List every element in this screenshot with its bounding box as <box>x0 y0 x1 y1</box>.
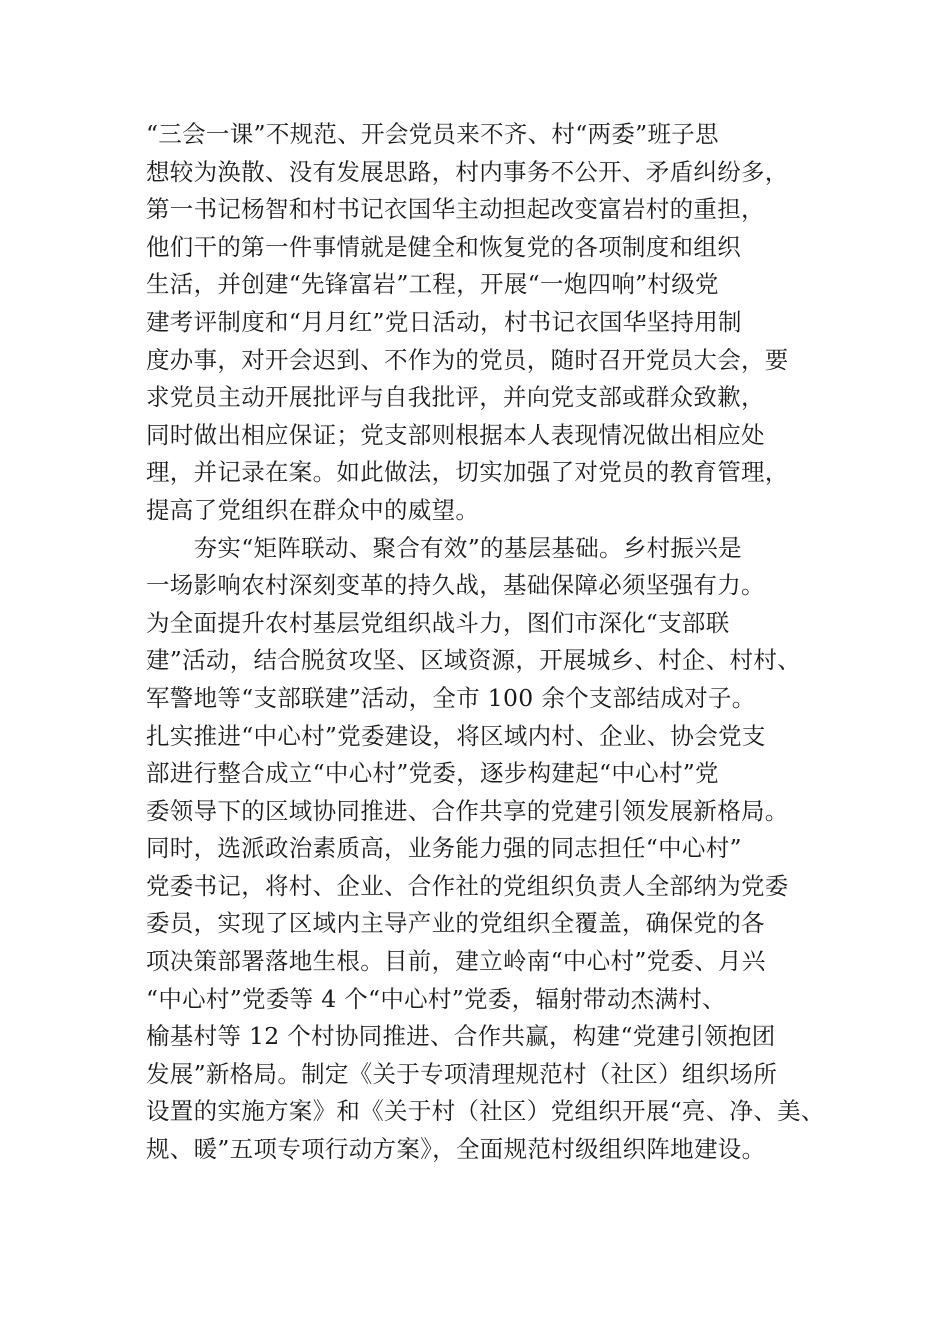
text-line: 想较为涣散、没有发展思路，村内事务不公开、矛盾纠纷多， <box>146 157 789 186</box>
text-line: 求党员主动开展批评与自我批评，并向党支部或群众致歉， <box>146 383 765 412</box>
text-line: 设置的实施方案》和《关于村（社区）党组织开展“亮、净、美、 <box>146 1097 825 1126</box>
text-line: 项决策部署落地生根。目前，建立岭南“中心村”党委、月兴 <box>146 947 766 976</box>
text-line: 发展”新格局。制定《关于专项清理规范村（社区）组织场所 <box>146 1059 778 1088</box>
text-line: 夯实“矩阵联动、聚合有效”的基层基础。乡村振兴是 <box>146 533 742 562</box>
text-line: “三会一课”不规范、开会党员来不齐、村“两委”班子思 <box>146 120 719 148</box>
text-line: 榆基村等 12 个村协同推进、合作共赢，构建“党建引领抱团 <box>146 1022 776 1051</box>
text-line: 扎实推进“中心村”党委建设，将区域内村、企业、协会党支 <box>146 721 766 750</box>
text-line: 提高了党组织在群众中的威望。 <box>146 495 480 524</box>
text-line: 规、暖”五项专项行动方案》，全面规范村级组织阵地建设。 <box>146 1135 766 1164</box>
text-line: 他们干的第一件事情就是健全和恢复党的各项制度和组织 <box>146 232 741 261</box>
text-line: 理，并记录在案。如此做法，切实加强了对党员的教育管理， <box>146 458 789 487</box>
text-line: 同时，选派政治素质高，业务能力强的同志担任“中心村” <box>146 834 742 863</box>
text-line: 委领导下的区域协同推进、合作共享的党建引领发展新格局。 <box>146 796 789 825</box>
text-line: 生活，并创建“先锋富岩”工程，开展“一炮四响”村级党 <box>146 270 719 299</box>
paragraph-1 <box>146 116 826 530</box>
paragraph-2 <box>146 530 826 1169</box>
text-line: “中心村”党委等 4 个“中心村”党委，辐射带动杰满村、 <box>146 984 726 1013</box>
text-line: 一场影响农村深刻变革的持久战，基础保障必须坚强有力。 <box>146 571 765 600</box>
text-line: 建”活动，结合脱贫攻坚、区域资源，开展城乡、村企、村村、 <box>146 646 801 675</box>
text-line: 为全面提升农村基层党组织战斗力，图们市深化“支部联 <box>146 608 730 637</box>
text-line: 同时做出相应保证；党支部则根据本人表现情况做出相应处 <box>146 420 765 449</box>
text-line: 委员，实现了区域内主导产业的党组织全覆盖，确保党的各 <box>146 909 765 938</box>
text-line: 度办事，对开会迟到、不作为的党员，随时召开党员大会，要 <box>146 345 789 374</box>
text-line: 第一书记杨智和村书记衣国华主动担起改变富岩村的重担， <box>146 195 765 224</box>
text-line: 党委书记，将村、企业、合作社的党组织负责人全部纳为党委 <box>146 871 789 900</box>
document-body <box>146 116 826 1169</box>
text-line: 建考评制度和“月月红”党日活动，村书记衣国华坚持用制 <box>146 307 742 336</box>
text-line: 军警地等“支部联建”活动，全市 100 余个支部结成对子。 <box>146 683 756 712</box>
text-line: 部进行整合成立“中心村”党委，逐步构建起“中心村”党 <box>146 759 719 788</box>
